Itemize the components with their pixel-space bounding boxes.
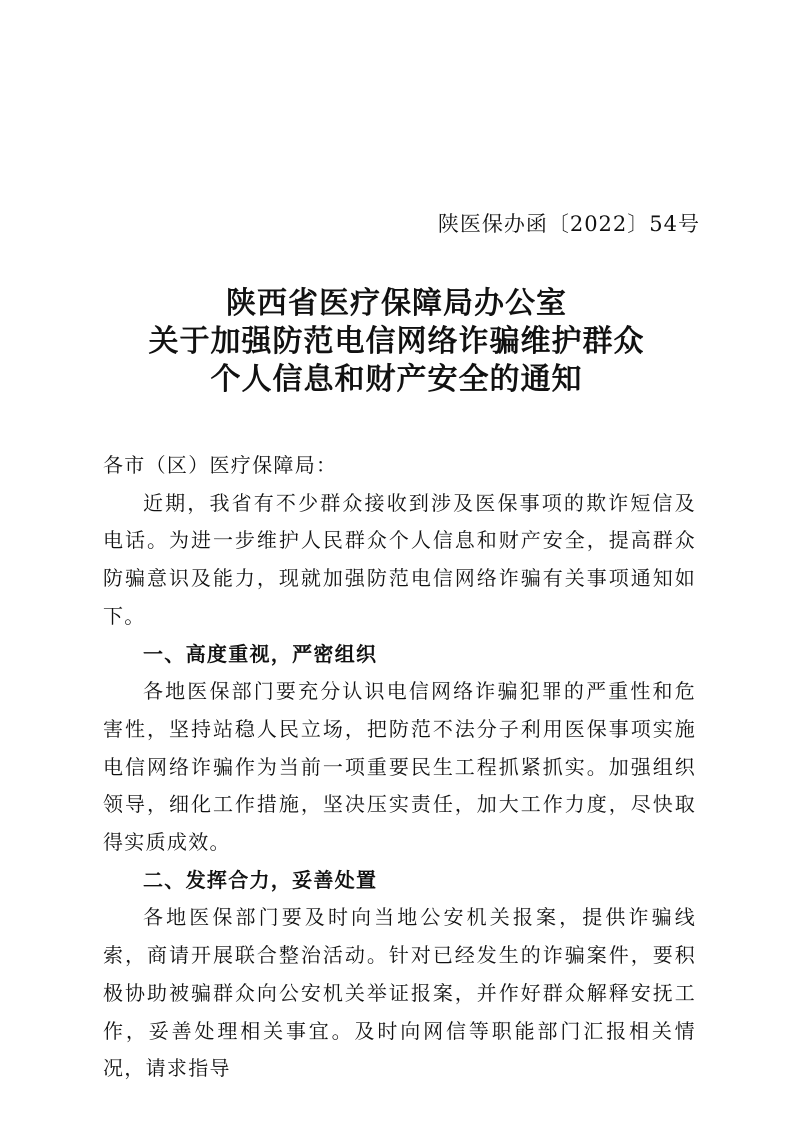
- document-number: 陕医保办函〔2022〕54号: [437, 212, 700, 236]
- section-2-paragraph: 各地医保部门要及时向当地公安机关报案，提供诈骗线索，商请开展联合整治活动。针对已经发生的诈骗案件，要积极协助被骗群众向公安机关举证报案，并作好群众解释安抚工作，妥善处理相关事宜。及时向网信等职能部门汇报相关情况，请求指导: [103, 905, 696, 1081]
- document-body: [103, 447, 696, 1088]
- salutation: 各市（区）医疗保障局：: [103, 453, 338, 477]
- title-line-2: 关于加强防范电信网络诈骗维护群众: [148, 324, 645, 359]
- section-1-heading: 一、高度重视，严密组织: [143, 641, 378, 666]
- intro-paragraph: 近期，我省有不少群众接收到涉及医保事项的欺诈短信及电话。为进一步维护人民群众个人信息和财产安全，提高群众防骗意识及能力，现就加强防范电信网络诈骗有关事项通知如下。: [103, 490, 696, 628]
- title-line-3: 个人信息和财产安全的通知: [210, 362, 583, 397]
- document-title: [80, 285, 713, 399]
- section-2-heading: 二、发挥合力，妥善处置: [143, 867, 378, 892]
- title-line-1: 陕西省医疗保障局办公室: [226, 286, 567, 321]
- section-1-paragraph: 各地医保部门要充分认识电信网络诈骗犯罪的严重性和危害性，坚持站稳人民立场，把防范不法分子利用医保事项实施电信网络诈骗作为当前一项重要民生工程抓紧抓实。加强组织领导，细化工作措施，坚决压实责任，加大工作力度，尽快取得实质成效。: [103, 679, 696, 855]
